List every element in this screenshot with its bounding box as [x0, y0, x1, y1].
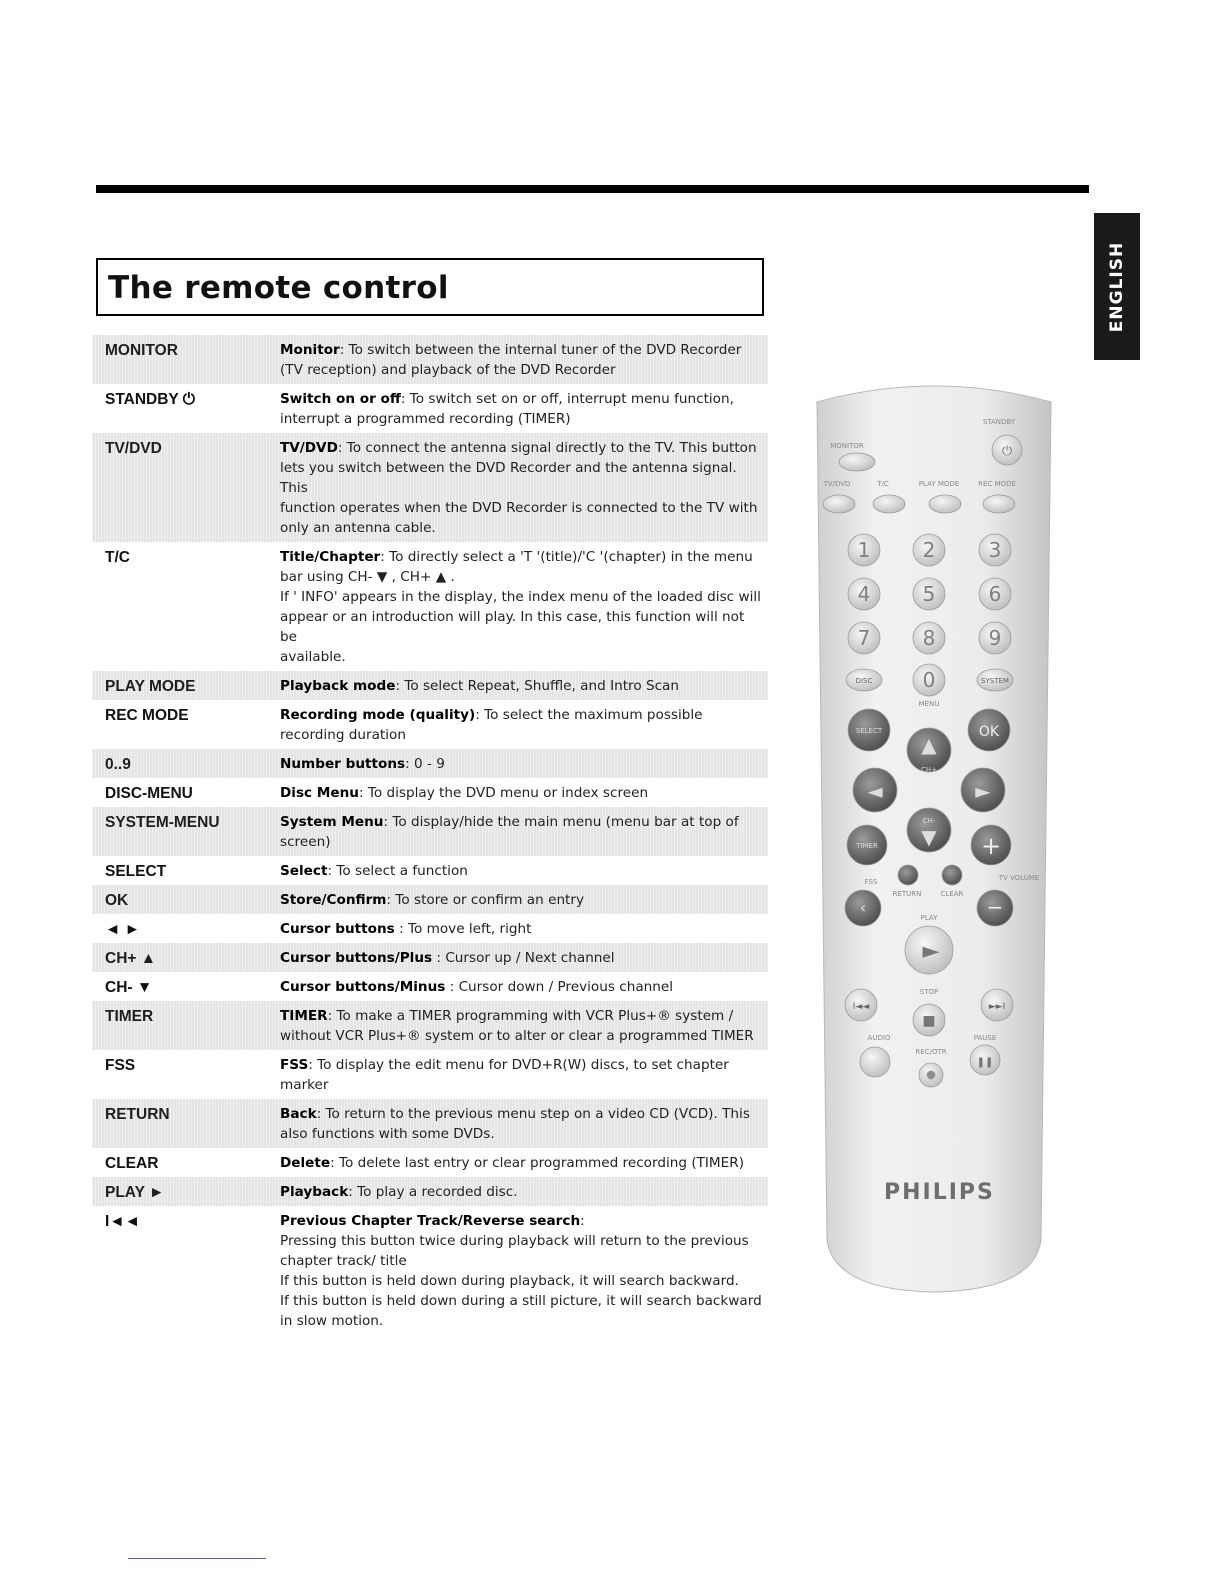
button-description	[280, 547, 764, 667]
description-text: :	[580, 1213, 585, 1229]
description-text: lets you switch between the DVD Recorder and the antenna signal. This	[280, 460, 737, 496]
description-text: : To select the maximum possible	[475, 707, 703, 723]
description-text: screen)	[280, 834, 331, 850]
description-text: : To display/hide the main menu (menu bar at top of	[383, 814, 739, 830]
description-line	[280, 587, 764, 607]
description-term: Cursor buttons	[280, 921, 395, 937]
description-term: Previous Chapter Track/Reverse search	[280, 1213, 581, 1229]
description-line	[280, 1251, 764, 1271]
description-line	[280, 498, 764, 518]
page-title: The remote control	[108, 270, 449, 306]
ch-plus-arrow: ▲	[921, 733, 937, 757]
description-line	[280, 812, 764, 832]
ch-minus-arrow: ▼	[921, 825, 937, 849]
button-description	[280, 890, 764, 910]
button-description	[280, 977, 764, 997]
description-term: TIMER	[280, 1008, 328, 1024]
description-line	[280, 647, 764, 667]
tv-volume-minus-sign: −	[986, 895, 1004, 919]
description-text: interrupt a programmed recording (TIMER)	[280, 411, 571, 427]
button-name: CH+ ▲	[105, 950, 157, 967]
table-row	[92, 1001, 768, 1050]
audio-label: AUDIO	[867, 1034, 891, 1042]
description-text: : To select a function	[327, 863, 468, 879]
description-term: Number buttons	[280, 756, 406, 772]
tc-button[interactable]	[873, 495, 905, 513]
button-name: FSS	[105, 1057, 136, 1074]
button-description	[280, 1211, 764, 1331]
description-line	[280, 676, 764, 696]
table-row	[92, 972, 768, 1001]
description-term: TV/DVD	[280, 440, 338, 456]
table-row	[92, 1206, 768, 1335]
audio-button[interactable]	[860, 1047, 890, 1077]
button-description	[280, 948, 764, 968]
description-line	[280, 340, 764, 360]
description-line	[280, 567, 764, 587]
stop-label: STOP	[919, 988, 939, 996]
description-term: Cursor buttons/Plus	[280, 950, 433, 966]
number-button-label: 0	[922, 668, 936, 692]
description-text: : To make a TIMER programming with VCR Plus+® system /	[327, 1008, 734, 1024]
description-line	[280, 1182, 764, 1202]
description-term: Store/Confirm	[280, 892, 387, 908]
button-description	[280, 919, 764, 939]
button-name: PLAY ►	[105, 1184, 165, 1201]
recotr-label: REC/OTR	[915, 1048, 947, 1056]
tv-volume-plus-sign: +	[980, 832, 1002, 860]
description-text: also functions with some DVDs.	[280, 1126, 495, 1142]
description-term: Playback	[280, 1184, 349, 1200]
description-text: : To connect the antenna signal directly to the TV. This button	[337, 440, 757, 456]
tvdvd-label: TV/DVD	[823, 480, 851, 488]
description-line	[280, 725, 764, 745]
description-term: FSS	[280, 1057, 309, 1073]
button-name: 0..9	[105, 756, 131, 773]
pause-label: PAUSE	[973, 1034, 997, 1042]
footer-link-line	[128, 1558, 266, 1559]
description-term: Delete	[280, 1155, 331, 1171]
description-line	[280, 1075, 764, 1095]
button-description	[280, 438, 764, 538]
button-name: REC MODE	[105, 707, 189, 724]
language-tab	[1094, 213, 1140, 360]
description-text: marker	[280, 1077, 329, 1093]
button-name: MONITOR	[105, 342, 178, 359]
description-line	[280, 861, 764, 881]
description-text: : To display the DVD menu or index screen	[358, 785, 649, 801]
description-text: If ' INFO' appears in the display, the index menu of the loaded disc will	[280, 589, 761, 605]
button-name: ◄ ►	[105, 921, 140, 938]
button-description	[280, 783, 764, 803]
button-name: DISC-MENU	[105, 785, 193, 802]
title-box	[96, 258, 764, 316]
recmode-button[interactable]	[983, 495, 1015, 513]
description-line	[280, 1153, 764, 1173]
description-text: Pressing this button twice during playback will return to the previous	[280, 1233, 749, 1249]
standby-label: STANDBY	[982, 418, 1016, 426]
number-button-label: 4	[857, 582, 871, 606]
description-line	[280, 1006, 764, 1026]
description-line	[280, 890, 764, 910]
number-button-label: 7	[857, 626, 871, 650]
description-line	[280, 360, 764, 380]
description-text: : To play a recorded disc.	[348, 1184, 518, 1200]
button-name: SYSTEM-MENU	[105, 814, 220, 831]
description-line	[280, 518, 764, 538]
description-line	[280, 1291, 764, 1311]
number-button-label: 1	[857, 538, 871, 562]
play-label: PLAY	[920, 914, 938, 922]
description-term: Cursor buttons/Minus	[280, 979, 446, 995]
next-icon: ►►I	[988, 1002, 1006, 1012]
button-name: T/C	[105, 549, 130, 566]
playmode-label: PLAY MODE	[918, 480, 960, 488]
record-dot[interactable]	[927, 1071, 935, 1079]
cursor-left-arrow: ◄	[867, 779, 883, 803]
number-button-label: 5	[922, 582, 936, 606]
fss-label: FSS	[864, 878, 878, 886]
button-name: OK	[105, 892, 129, 909]
disc-label: DISC	[855, 677, 873, 685]
button-description	[280, 1055, 764, 1095]
description-line	[280, 754, 764, 774]
description-line	[280, 458, 764, 498]
table-row	[92, 1050, 768, 1099]
table-row	[92, 671, 768, 700]
table-row	[92, 1177, 768, 1206]
button-description	[280, 340, 764, 380]
description-text: chapter track/ title	[280, 1253, 407, 1269]
button-description	[280, 861, 764, 881]
description-line	[280, 977, 764, 997]
description-text: : To switch between the internal tuner of the DVD Recorder	[339, 342, 742, 358]
description-text: : To store or confirm an entry	[386, 892, 585, 908]
clear-label: CLEAR	[940, 890, 964, 898]
description-text: only an antenna cable.	[280, 520, 436, 536]
description-line	[280, 1271, 764, 1291]
table-row	[92, 384, 768, 433]
description-term: Switch on or off	[280, 391, 401, 407]
table-row	[92, 700, 768, 749]
description-term: Back	[280, 1106, 317, 1122]
description-line	[280, 438, 764, 458]
button-description	[280, 676, 764, 696]
description-term: Title/Chapter	[280, 549, 381, 565]
monitor-button[interactable]	[839, 453, 875, 471]
description-line	[280, 547, 764, 567]
cursor-right-arrow: ►	[975, 779, 991, 803]
button-description	[280, 1153, 764, 1173]
monitor-label: MONITOR	[830, 442, 864, 450]
button-name: CH- ▼	[105, 979, 153, 996]
ch-plus-label: CH+	[920, 766, 938, 774]
ch-minus-label: CH-	[922, 817, 936, 825]
previous-icon: I◄◄	[852, 1002, 870, 1012]
table-row	[92, 749, 768, 778]
top-rule	[96, 185, 1089, 193]
description-line	[280, 948, 764, 968]
description-line	[280, 783, 764, 803]
playmode-button[interactable]	[929, 495, 961, 513]
description-line	[280, 1124, 764, 1144]
table-row	[92, 542, 768, 671]
return-button[interactable]	[898, 865, 918, 885]
description-text: : To directly select a 'T '(title)/'C '(chapter) in the menu	[380, 549, 753, 565]
button-name: RETURN	[105, 1106, 170, 1123]
description-line	[280, 1104, 764, 1124]
description-line	[280, 1311, 764, 1331]
description-term: Disc Menu	[280, 785, 359, 801]
remote-control-illustration	[809, 380, 1059, 1295]
system-label: SYSTEM	[981, 677, 1009, 685]
description-term: System Menu	[280, 814, 384, 830]
description-text: appear or an introduction will play. In this case, this function will not be	[280, 609, 745, 645]
table-row	[92, 914, 768, 943]
table-row	[92, 1148, 768, 1177]
description-line	[280, 919, 764, 939]
description-text: : To display the edit menu for DVD+R(W) discs, to set chapter	[308, 1057, 729, 1073]
description-text: bar using CH- ▼ , CH+ ▲ .	[280, 569, 455, 585]
table-row	[92, 433, 768, 542]
description-text: : 0 - 9	[405, 756, 445, 772]
button-name: CLEAR	[105, 1155, 159, 1172]
button-name: PLAY MODE	[105, 678, 196, 695]
button-description	[280, 754, 764, 774]
language-tab-label: ENGLISH	[1107, 241, 1127, 332]
tv-volume-label: TV VOLUME	[998, 874, 1040, 882]
description-text: function operates when the DVD Recorder is connected to the TV with	[280, 500, 758, 516]
button-description	[280, 389, 764, 429]
play-icon: ►	[922, 939, 940, 964]
table-row	[92, 885, 768, 914]
button-name: STANDBY ⏻	[105, 391, 196, 408]
philips-logo: PHILIPS	[884, 1180, 995, 1205]
table-row	[92, 943, 768, 972]
description-line	[280, 607, 764, 647]
description-text: : To select Repeat, Shuffle, and Intro Scan	[395, 678, 680, 694]
table-row	[92, 778, 768, 807]
number-button-label: 2	[922, 538, 936, 562]
fss-icon: ‹	[859, 898, 867, 917]
button-description-table	[92, 335, 768, 1335]
button-name: I◄◄	[105, 1213, 140, 1230]
button-name: TIMER	[105, 1008, 154, 1025]
table-row	[92, 1099, 768, 1148]
select-label: SELECT	[855, 727, 883, 735]
description-term: Monitor	[280, 342, 340, 358]
description-line	[280, 1211, 764, 1231]
number-button-label: 6	[988, 582, 1002, 606]
button-description	[280, 1182, 764, 1202]
clear-button[interactable]	[942, 865, 962, 885]
stop-icon: ■	[922, 1013, 936, 1029]
tvdvd-button[interactable]	[823, 495, 855, 513]
remote-control-drawing	[809, 380, 1059, 1295]
return-label: RETURN	[892, 890, 922, 898]
tc-label: T/C	[877, 480, 889, 488]
description-text: (TV reception) and playback of the DVD Recorder	[280, 362, 616, 378]
pause-icon: ❚❚	[976, 1057, 994, 1068]
number-button-label: 3	[988, 538, 1002, 562]
button-name: SELECT	[105, 863, 167, 880]
table-row	[92, 335, 768, 384]
description-line	[280, 389, 764, 409]
table-row	[92, 807, 768, 856]
button-name: TV/DVD	[105, 440, 162, 457]
description-text: : To move left, right	[394, 921, 532, 937]
description-term: Recording mode (quality)	[280, 707, 476, 723]
menu-label: MENU	[918, 700, 940, 708]
description-line	[280, 1055, 764, 1075]
timer-label: TIMER	[856, 842, 878, 850]
description-line	[280, 409, 764, 429]
description-text: without VCR Plus+® system or to alter or clear a programmed TIMER	[280, 1028, 754, 1044]
recmode-label: REC MODE	[978, 480, 1016, 488]
description-text: : To switch set on or off, interrupt menu function,	[400, 391, 734, 407]
description-text: : Cursor up / Next channel	[432, 950, 615, 966]
description-text: available.	[280, 649, 346, 665]
description-text: : To return to the previous menu step on a video CD (VCD). This	[316, 1106, 750, 1122]
description-line	[280, 832, 764, 852]
table-row	[92, 856, 768, 885]
description-line	[280, 1231, 764, 1251]
number-button-label: 9	[988, 626, 1002, 650]
description-text: : Cursor down / Previous channel	[445, 979, 674, 995]
standby-icon: ⏻	[1001, 444, 1013, 459]
description-term: Select	[280, 863, 328, 879]
description-term: Playback mode	[280, 678, 396, 694]
description-text: If this button is held down during playback, it will search backward.	[280, 1273, 739, 1289]
button-description	[280, 812, 764, 852]
number-button-label: 8	[922, 626, 936, 650]
button-description	[280, 1006, 764, 1046]
description-text: : To delete last entry or clear programmed recording (TIMER)	[330, 1155, 745, 1171]
description-text: in slow motion.	[280, 1313, 384, 1329]
ok-label: OK	[978, 724, 1000, 740]
description-line	[280, 705, 764, 725]
button-description	[280, 705, 764, 745]
description-line	[280, 1026, 764, 1046]
description-text: recording duration	[280, 727, 406, 743]
description-text: If this button is held down during a still picture, it will search backward	[280, 1293, 762, 1309]
button-description	[280, 1104, 764, 1144]
